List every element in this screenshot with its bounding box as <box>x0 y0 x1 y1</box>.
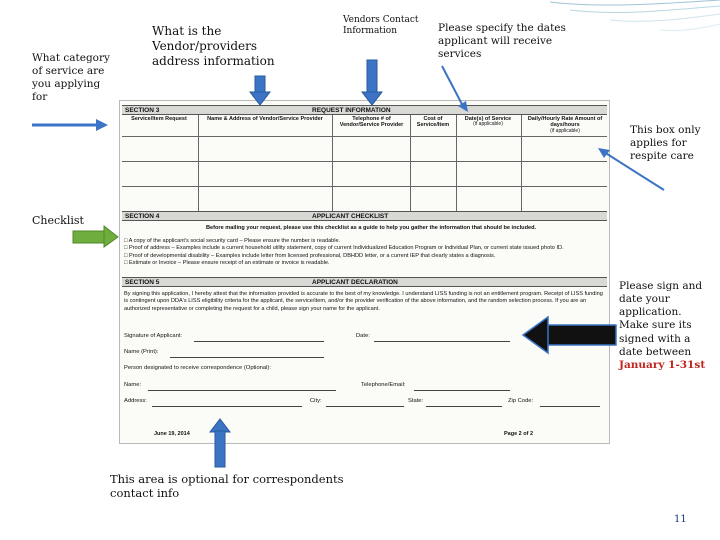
section5-title: APPLICANT DECLARATION <box>312 279 398 286</box>
col-cost: Cost of Service/Item <box>416 116 450 129</box>
annotation-service-dates: Please specify the dates applicant will receive services <box>438 22 566 61</box>
section3-title: REQUEST INFORMATION <box>312 107 391 114</box>
checklist-item: □ A copy of the applicant's social security card – Please ensure the number is readable. <box>124 238 341 244</box>
form-footer-date: June 19, 2014 <box>154 431 190 437</box>
col-vendor-address: Name & Address of Vendor/Service Provider <box>207 116 323 122</box>
slide-number: 11 <box>674 514 687 525</box>
section5-number: SECTION 5 <box>125 279 160 286</box>
section4-header <box>122 211 607 221</box>
col-service-item: Service/Item Request <box>131 116 187 122</box>
checklist-item: □ Proof of developmental disability – Examples include letter from licensed professional, DBHDD letter, or a current IEP that clearly states a diagnosis. <box>124 252 496 259</box>
blue-arrow-icon <box>250 76 270 106</box>
annotation-checklist: Checklist <box>32 214 84 227</box>
sign-date-range: January 1-31st <box>619 358 706 371</box>
blue-arrow-icon <box>30 118 110 132</box>
section3-header <box>122 105 607 115</box>
checklist-items <box>124 238 608 267</box>
annotation-vendor-contact: Vendors Contact Information <box>343 15 419 37</box>
form-footer-page: Page 2 of 2 <box>504 431 534 437</box>
address-label: Address: <box>124 398 147 404</box>
state-label: State: <box>408 398 424 404</box>
checklist-item: □ Proof of address – Examples include a current household utility statement, copy of current Individualized Education Program or Individual Plan, or current state issued photo ID. <box>124 245 564 252</box>
blue-arrow-icon <box>440 64 470 114</box>
date-label: Date: <box>356 333 370 339</box>
checklist-intro: Before mailing your request, please use this checklist as a guide to help you gather the information that should be included. <box>206 225 537 231</box>
name-print-label: Name (Print): <box>124 349 159 355</box>
signature-label: Signature of Applicant: <box>124 333 183 339</box>
blue-arrow-icon <box>210 418 230 468</box>
declaration-text: By signing this application, I hereby attest that the information provided is accurate to the best of my knowledge. I understand LISS funding is not an entitlement program. Receipt of LISS funding is contingent upon DDA's LISS eligibility criteria for the applicant, the service/item, and/or the provider verification of the above information, and the random selection process. If you are an authorized representative or completing the request for a child, please sign your name for the applicant. <box>124 291 603 312</box>
zip-label: Zip Code: <box>508 398 534 404</box>
blue-arrow-icon <box>596 146 668 194</box>
designee-name-label: Name: <box>124 382 142 388</box>
sign-instructions: Please sign and date your application. Make sure its signed with a date between <box>619 280 703 358</box>
black-arrow-icon <box>522 316 618 354</box>
section5-header <box>122 277 607 287</box>
blue-arrow-icon <box>362 60 382 106</box>
section4-title: APPLICANT CHECKLIST <box>312 213 389 220</box>
green-arrow-icon <box>72 226 120 248</box>
annotation-vendor-address: What is the Vendor/providers address information <box>152 24 275 68</box>
liss-application-form <box>119 100 610 444</box>
col-vendor-telephone: Telephone # of Vendor/Service Provider <box>339 116 404 129</box>
telephone-email-label: Telephone/Email: <box>361 382 406 388</box>
annotation-respite-care: This box only applies for respite care <box>630 124 701 163</box>
col-rate: Daily/Hourly Rate Amount of days/hours (if applicable) <box>527 116 603 134</box>
annotation-optional-contact: This area is optional for correspondents contact info <box>110 472 344 501</box>
annotation-service-category: What category of service are you applying for <box>32 52 110 104</box>
checklist-item: □ Estimate or Invoice – Please ensure receipt of an estimate or invoice is readable. <box>124 259 330 266</box>
city-label: City: <box>310 398 322 404</box>
annotation-sign-and-date <box>619 280 714 372</box>
section3-number: SECTION 3 <box>125 107 160 114</box>
section4-number: SECTION 4 <box>125 213 160 220</box>
col-dates: Date(s) of Service (if applicable) <box>464 116 512 128</box>
designee-label: Person designated to receive correspondence (Optional): <box>124 365 271 371</box>
